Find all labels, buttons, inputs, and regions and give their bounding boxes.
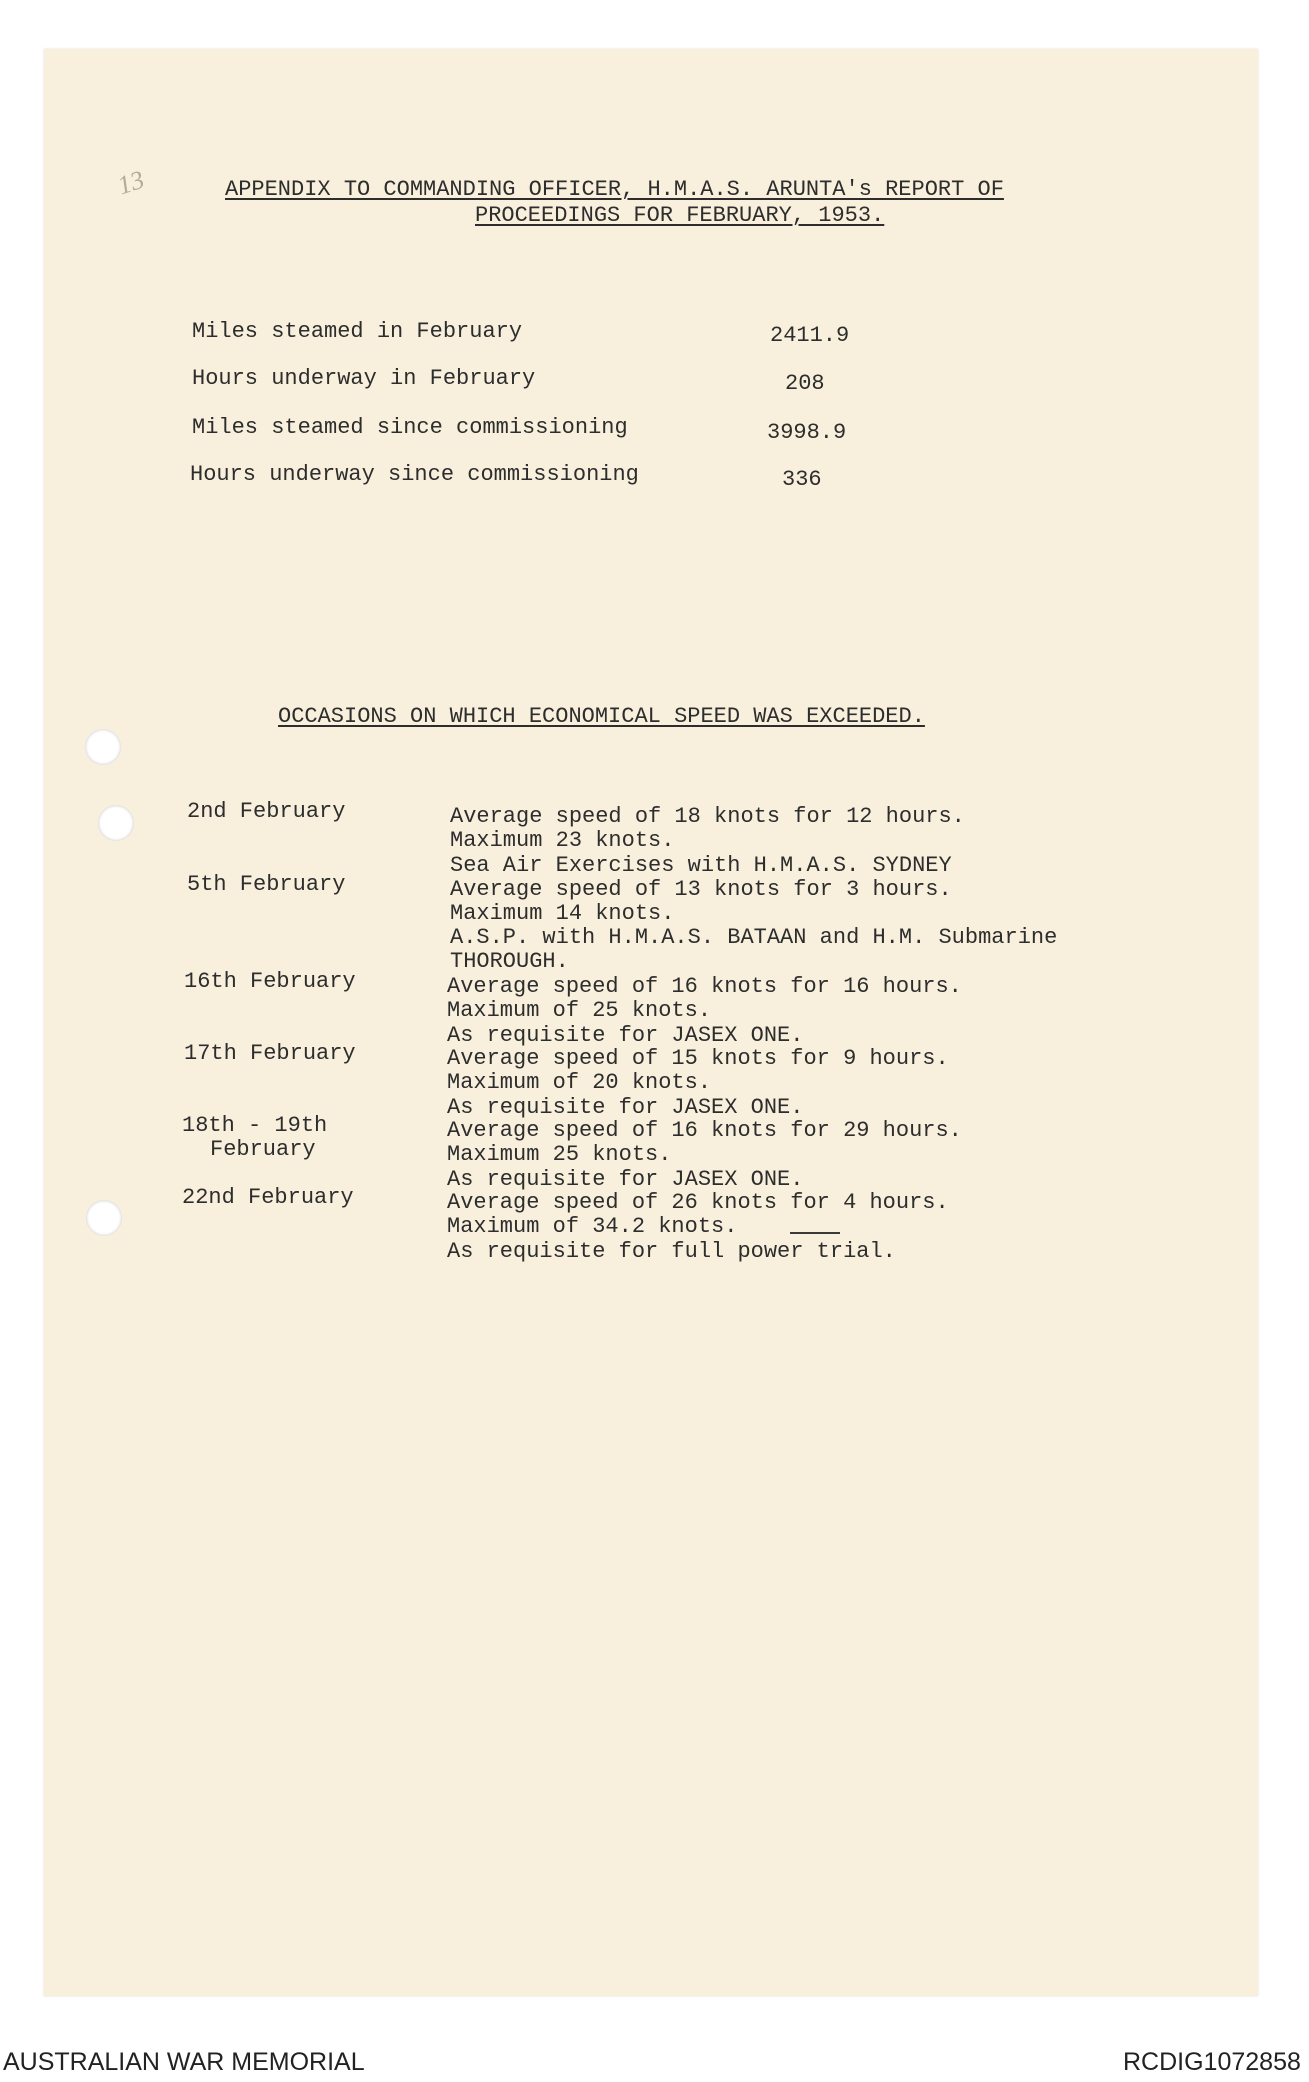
stat-value: 3998.9	[767, 420, 847, 445]
occasion-line: Maximum of 34.2 knots.	[447, 1214, 738, 1239]
stat-label: Miles steamed since commissioning	[192, 415, 628, 440]
document-title-line1: APPENDIX TO COMMANDING OFFICER, H.M.A.S. ARUNTA's REPORT OF	[225, 177, 1004, 202]
punch-hole	[85, 729, 121, 765]
occasion-date: 17th February	[184, 1041, 356, 1066]
document-title-line2: PROCEEDINGS FOR FEBRUARY, 1953.	[475, 203, 885, 228]
occasion-date: 18th - 19th	[182, 1113, 328, 1138]
punch-hole	[86, 1200, 122, 1236]
occasion-line: Average speed of 26 knots for 4 hours.	[447, 1190, 949, 1215]
footer-institution: AUSTRALIAN WAR MEMORIAL	[3, 2048, 365, 2076]
occasion-line: THOROUGH.	[450, 949, 569, 974]
stat-label: Hours underway since commissioning	[190, 462, 639, 487]
occasion-line: Average speed of 13 knots for 3 hours.	[450, 877, 952, 902]
page-number-mark: 13	[114, 164, 148, 201]
pen-stroke	[790, 1232, 840, 1234]
occasion-line: As requisite for full power trial.	[447, 1239, 896, 1264]
occasion-line: A.S.P. with H.M.A.S. BATAAN and H.M. Submarine	[450, 925, 1058, 950]
occasion-line: Maximum 23 knots.	[450, 828, 675, 853]
stat-label: Miles steamed in February	[192, 319, 523, 344]
occasion-line: Maximum 14 knots.	[450, 901, 675, 926]
occasion-date: 5th February	[187, 872, 346, 897]
occasion-line: Average speed of 18 knots for 12 hours.	[450, 804, 965, 829]
occasion-line: Average speed of 15 knots for 9 hours.	[447, 1046, 949, 1071]
occasion-date: 16th February	[184, 969, 356, 994]
occasion-date: 2nd February	[187, 799, 346, 824]
section-heading: OCCASIONS ON WHICH ECONOMICAL SPEED WAS EXCEEDED.	[278, 704, 925, 729]
occasion-line: Average speed of 16 knots for 29 hours.	[447, 1118, 962, 1143]
stat-label: Hours underway in February	[192, 366, 536, 391]
occasion-line: As requisite for JASEX ONE.	[447, 1095, 804, 1120]
stat-value: 208	[785, 371, 825, 396]
occasion-line: As requisite for JASEX ONE.	[447, 1167, 804, 1192]
occasion-line: Average speed of 16 knots for 16 hours.	[447, 974, 962, 999]
occasion-date: 22nd February	[182, 1185, 354, 1210]
punch-hole	[98, 805, 134, 841]
occasion-line: Sea Air Exercises with H.M.A.S. SYDNEY	[450, 853, 952, 878]
stat-value: 2411.9	[770, 323, 850, 348]
occasion-line: Maximum of 25 knots.	[447, 998, 712, 1023]
occasion-line: Maximum of 20 knots.	[447, 1070, 712, 1095]
occasion-date-continued: February	[210, 1137, 316, 1162]
occasion-line: As requisite for JASEX ONE.	[447, 1023, 804, 1048]
occasion-line: Maximum 25 knots.	[447, 1142, 672, 1167]
footer-record-id: RCDIG1072858	[1123, 2048, 1301, 2076]
stat-value: 336	[782, 467, 822, 492]
